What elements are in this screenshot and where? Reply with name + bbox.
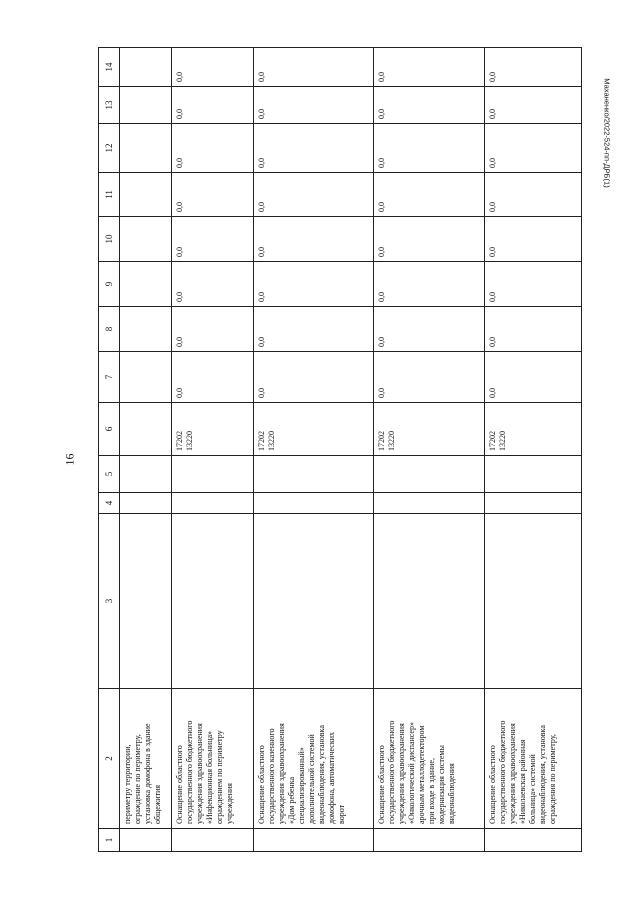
table-cell-col3 [254, 514, 374, 689]
table-cell-col11: 0,0 [254, 173, 374, 217]
table-cell-col8: 0,0 [485, 307, 582, 352]
header-cell-9: 9 [99, 262, 120, 307]
table-cell-col13: 0,0 [254, 87, 374, 124]
table-cell-col8: 0,0 [254, 307, 374, 352]
table-row [120, 48, 172, 852]
table-cell-col9: 0,0 [254, 262, 374, 307]
table-cell-col12: 0,0 [172, 124, 254, 173]
table-cell-col7: 0,0 [374, 352, 485, 403]
table-cell-col2: Оснащение областного государственного бюджетного учреждения здравоохранения «Инфекционная больница» ограждением по периметру учреждения [172, 689, 254, 829]
table-cell-col5 [254, 456, 374, 493]
header-cell-3: 3 [99, 514, 120, 689]
table-cell-col14: 0,0 [172, 48, 254, 87]
table-row [374, 48, 485, 852]
table-cell-col10 [120, 217, 172, 262]
table-cell-col4 [172, 493, 254, 514]
table-cell-col4 [254, 493, 374, 514]
table-cell-col7 [120, 352, 172, 403]
budget-table [98, 47, 582, 852]
table-cell-col3 [172, 514, 254, 689]
table-cell-col2: периметру территории, ограждение по периметру, установка домофона в здание общежития [120, 689, 172, 829]
table-cell-col13: 0,0 [485, 87, 582, 124]
table-cell-col7: 0,0 [485, 352, 582, 403]
table-cell-col10: 0,0 [374, 217, 485, 262]
table-cell-col10: 0,0 [485, 217, 582, 262]
table-cell-col9 [120, 262, 172, 307]
table-cell-col4 [485, 493, 582, 514]
table-cell-col5 [374, 456, 485, 493]
table-cell-col2: Оснащение областного государственного бюджетного учреждения здравоохранения «Николаевская районная больница» системой видеонаблюдения, установка ограждения по периметру, [485, 689, 582, 829]
table-cell-col12: 0,0 [485, 124, 582, 173]
table-cell-col8: 0,0 [172, 307, 254, 352]
table-cell-col1 [120, 829, 172, 852]
header-cell-8: 8 [99, 307, 120, 352]
table-cell-col4 [374, 493, 485, 514]
footer-code-text: Маханенко/2022-524-пп-ДРБ(1) [602, 78, 612, 188]
table-cell-col6: 17202 13220 [254, 403, 374, 456]
table-cell-col3 [485, 514, 582, 689]
header-cell-13: 13 [99, 87, 120, 124]
table-row [485, 48, 582, 852]
table-cell-col2: Оснащение областного государственного казенного учреждения здравоохранения «Дом ребенка специализированный» дополнительной системой видеонаблюдения, установка домофона, автоматических ворот [254, 689, 374, 829]
header-cell-11: 11 [99, 173, 120, 217]
table-cell-col14: 0,0 [485, 48, 582, 87]
table-cell-col12 [120, 124, 172, 173]
table-cell-col3 [120, 514, 172, 689]
table-cell-col1 [485, 829, 582, 852]
table-cell-col12: 0,0 [374, 124, 485, 173]
table-cell-col5 [172, 456, 254, 493]
table-cell-col8: 0,0 [374, 307, 485, 352]
header-cell-1: 1 [99, 829, 120, 852]
table-cell-col6: 17202 13220 [374, 403, 485, 456]
table-cell-col1 [254, 829, 374, 852]
table-cell-col6: 17202 13220 [485, 403, 582, 456]
table-cell-col11 [120, 173, 172, 217]
table-cell-col10: 0,0 [254, 217, 374, 262]
table-row [172, 48, 254, 852]
header-cell-4: 4 [99, 493, 120, 514]
table-cell-col3 [374, 514, 485, 689]
rotated-table-wrapper [98, 48, 557, 852]
header-cell-6: 6 [99, 403, 120, 456]
table-cell-col6 [120, 403, 172, 456]
table-cell-col14: 0,0 [374, 48, 485, 87]
table-cell-col1 [374, 829, 485, 852]
header-cell-14: 14 [99, 48, 120, 87]
header-cell-2: 2 [99, 689, 120, 829]
table-cell-col11: 0,0 [374, 173, 485, 217]
table-cell-col9: 0,0 [485, 262, 582, 307]
table-cell-col12: 0,0 [254, 124, 374, 173]
table-cell-col9: 0,0 [172, 262, 254, 307]
table-cell-col1 [172, 829, 254, 852]
table-cell-col9: 0,0 [374, 262, 485, 307]
table-cell-col5 [485, 456, 582, 493]
table-cell-col5 [120, 456, 172, 493]
table-cell-col4 [120, 493, 172, 514]
table-cell-col13 [120, 87, 172, 124]
page-number: 16 [62, 453, 77, 466]
document-footer-code [600, 53, 614, 213]
table-cell-col7: 0,0 [172, 352, 254, 403]
table-cell-col2: Оснащение областного государственного бюджетного учреждения здравоохранения «Онкологический диспансер» арочным металлодетектором при входе в здание, модернизация системы видеонаблюдения [374, 689, 485, 829]
header-cell-5: 5 [99, 456, 120, 493]
header-cell-12: 12 [99, 124, 120, 173]
table-cell-col8 [120, 307, 172, 352]
table-cell-col11: 0,0 [172, 173, 254, 217]
table-cell-col13: 0,0 [172, 87, 254, 124]
table-cell-col6: 17202 13220 [172, 403, 254, 456]
table-header-row [99, 48, 120, 852]
header-cell-10: 10 [99, 217, 120, 262]
table-cell-col13: 0,0 [374, 87, 485, 124]
table-cell-col7: 0,0 [254, 352, 374, 403]
header-cell-7: 7 [99, 352, 120, 403]
table-cell-col14 [120, 48, 172, 87]
table-cell-col14: 0,0 [254, 48, 374, 87]
table-cell-col11: 0,0 [485, 173, 582, 217]
table-row [254, 48, 374, 852]
table-cell-col10: 0,0 [172, 217, 254, 262]
